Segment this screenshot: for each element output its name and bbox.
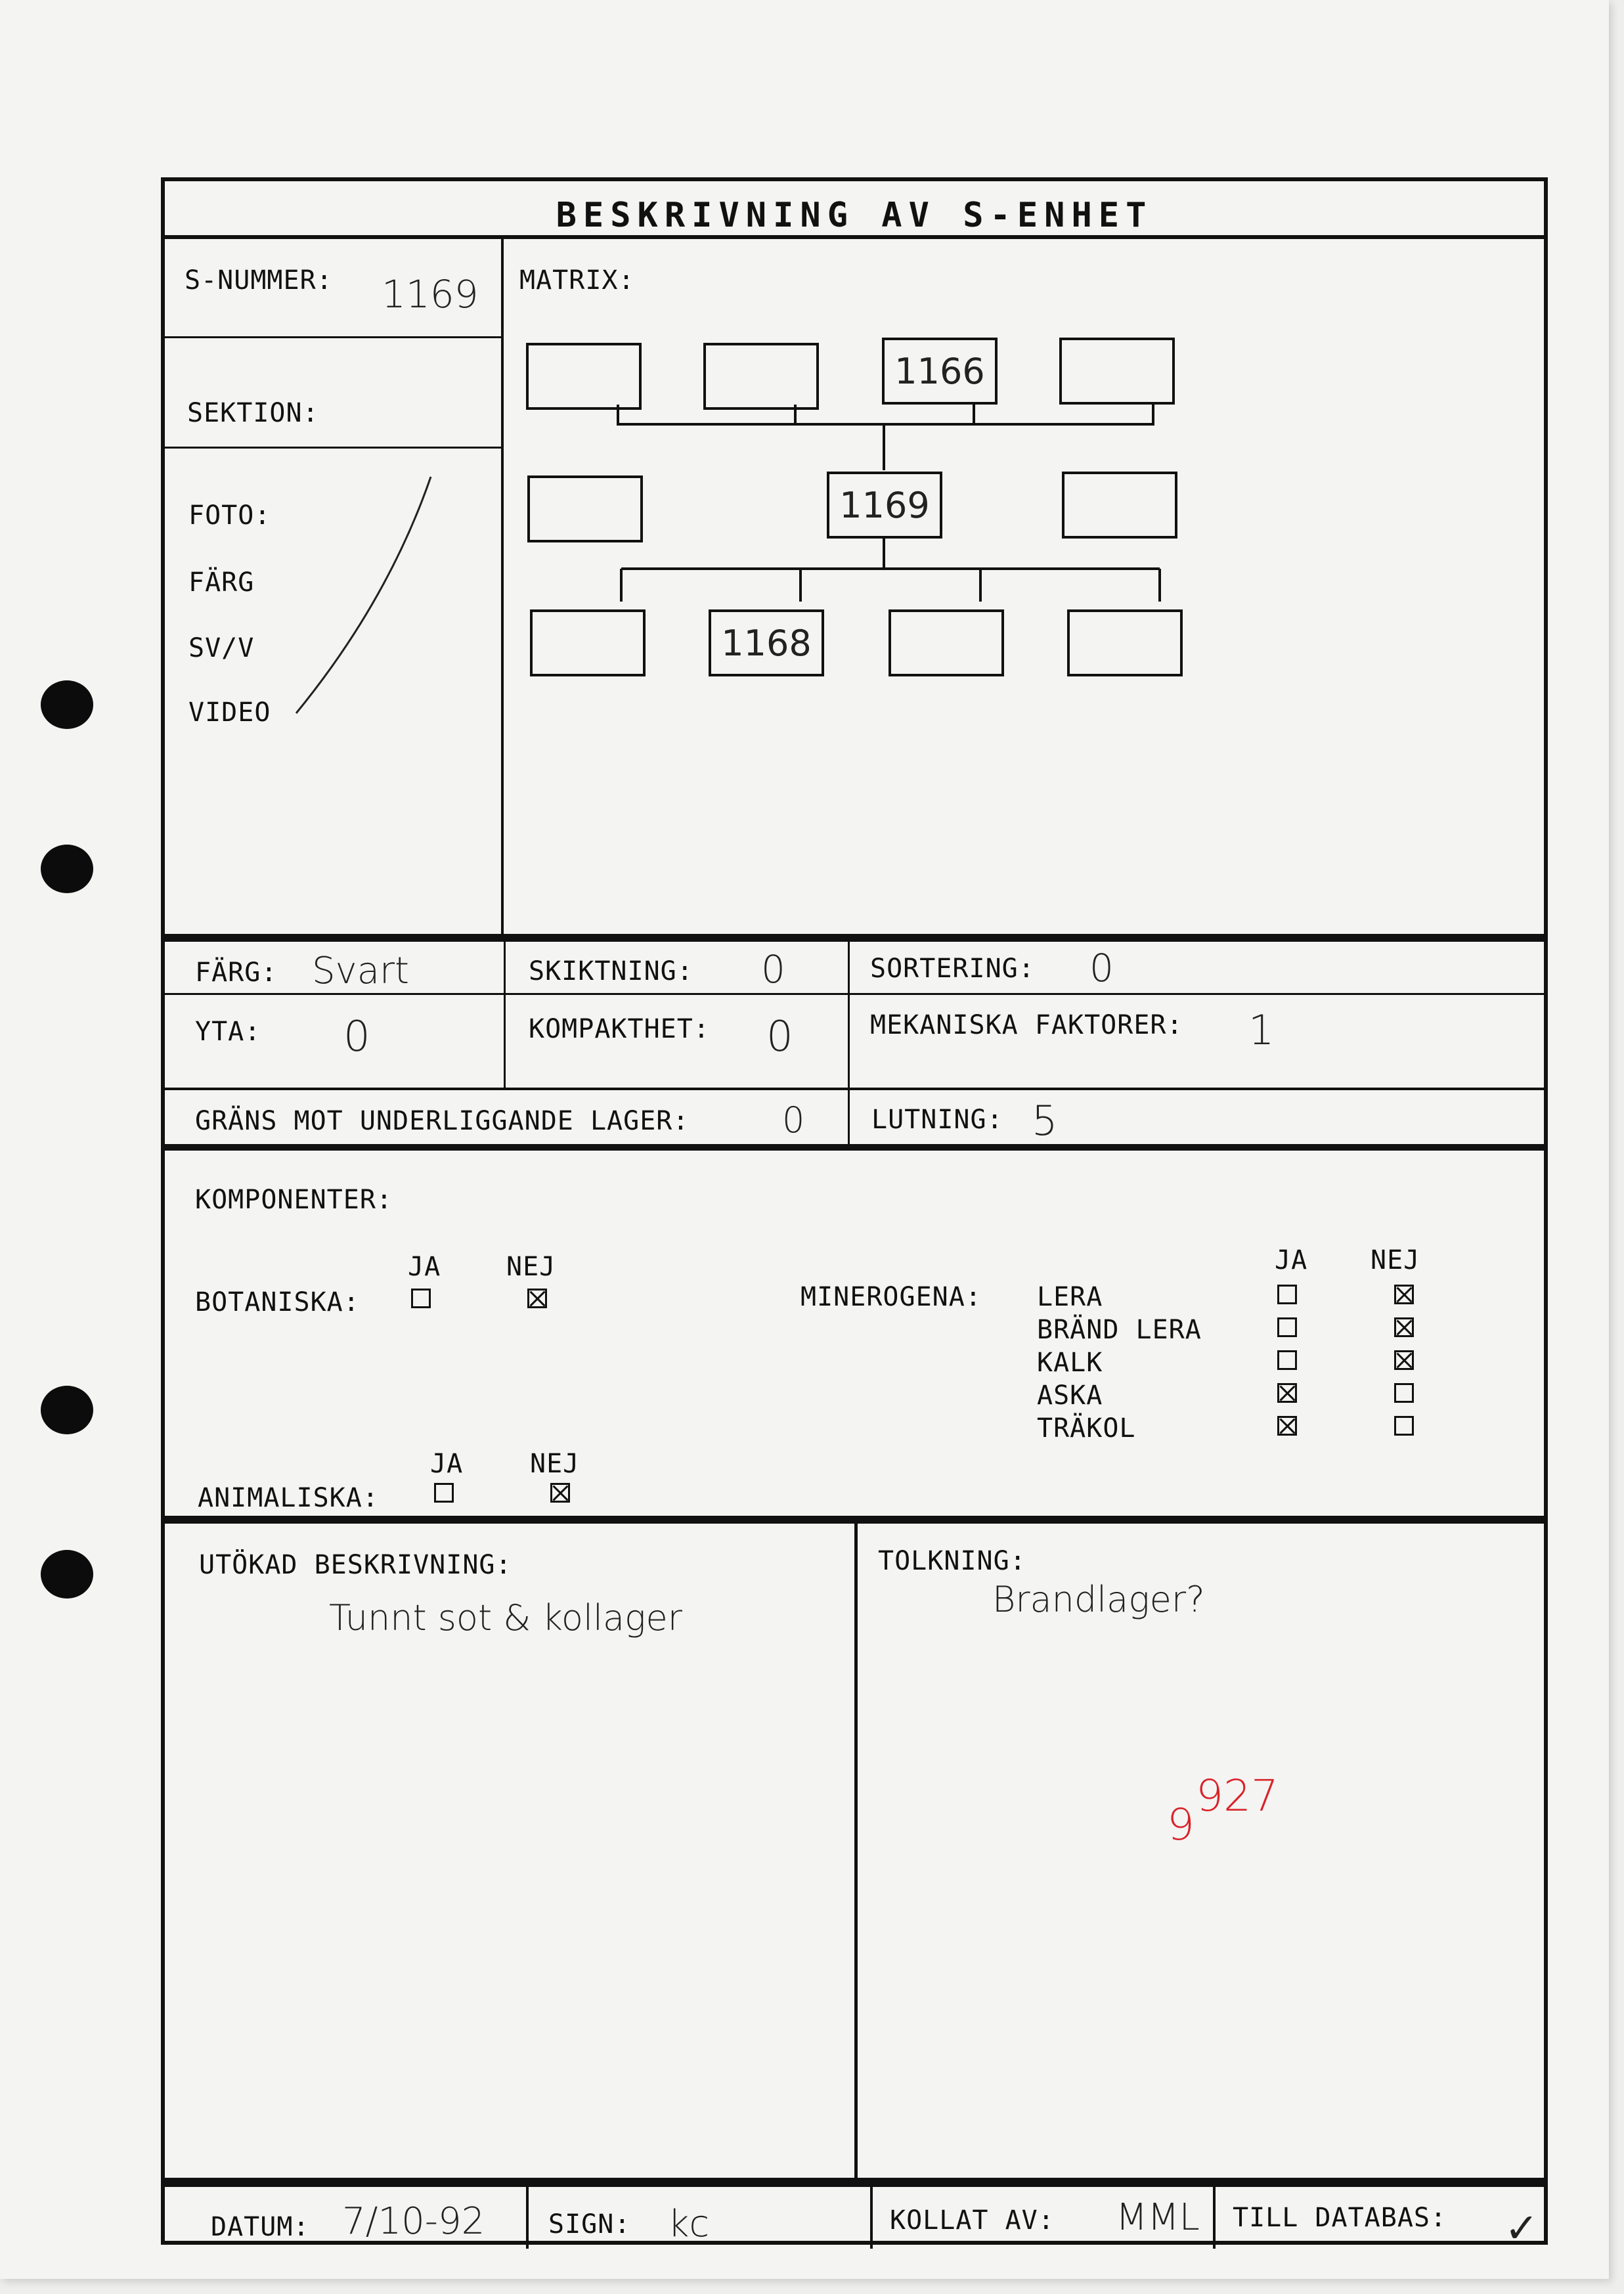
skiktning-value[interactable]: 0	[761, 947, 785, 992]
minerogena-brand-lera-nej-checkbox[interactable]	[1394, 1317, 1414, 1337]
utokad-label: UTÖKAD BESKRIVNING:	[199, 1550, 512, 1580]
punch-hole	[41, 1550, 93, 1599]
s-nummer-value[interactable]: 1169	[382, 272, 479, 317]
matrix-box-bot-4[interactable]	[1067, 609, 1183, 676]
divider	[165, 934, 1544, 942]
minerogena-trakol-ja-checkbox[interactable]	[1277, 1416, 1297, 1436]
divider	[870, 2187, 873, 2249]
divider	[165, 235, 1544, 239]
minerogena-kalk-ja-checkbox[interactable]	[1277, 1350, 1297, 1370]
animaliska-ja-header: JA	[430, 1449, 464, 1479]
divider	[165, 336, 501, 338]
datum-label: DATUM:	[211, 2212, 310, 2242]
divider	[526, 2187, 529, 2249]
matrix-box-mid-3[interactable]	[1062, 472, 1177, 539]
matrix-box-top-4[interactable]	[1059, 338, 1175, 405]
minerogena-trakol-nej-checkbox[interactable]	[1394, 1416, 1414, 1436]
s-nummer-label: S-NUMMER:	[185, 265, 333, 296]
botaniska-ja-checkbox[interactable]	[411, 1289, 431, 1308]
matrix-box-top-1[interactable]	[526, 343, 642, 410]
minerogena-label: MINEROGENA:	[801, 1282, 982, 1312]
matrix-box-bot-3[interactable]	[889, 609, 1004, 676]
sign-label: SIGN:	[548, 2209, 631, 2239]
minerogena-aska-ja-checkbox[interactable]	[1277, 1383, 1297, 1403]
divider	[504, 942, 506, 1088]
matrix-label: MATRIX:	[519, 265, 635, 296]
tolkning-value[interactable]: Brandlager?	[992, 1579, 1205, 1620]
botaniska-nej-checkbox[interactable]	[527, 1289, 547, 1308]
minerogena-brand-lera-label: BRÄND LERA	[1037, 1315, 1202, 1345]
animaliska-ja-checkbox[interactable]	[434, 1483, 454, 1503]
matrix-box-top-3[interactable]: 1166	[882, 338, 998, 405]
minerogena-ja-header: JA	[1275, 1245, 1308, 1275]
minerogena-lera-nej-checkbox[interactable]	[1394, 1285, 1414, 1304]
foto-farg-label: FÄRG	[188, 567, 255, 598]
foto-strike-line	[283, 470, 441, 720]
farg-value[interactable]: Svart	[312, 950, 409, 992]
minerogena-brand-lera-ja-checkbox[interactable]	[1277, 1317, 1297, 1337]
tolkning-label: TOLKNING:	[878, 1546, 1026, 1576]
animaliska-label: ANIMALISKA:	[198, 1483, 379, 1513]
lutning-label: LUTNING:	[871, 1105, 1003, 1135]
matrix-box-top-2[interactable]	[703, 343, 819, 410]
komponenter-label: KOMPONENTER:	[195, 1185, 393, 1215]
matrix-box-mid-1[interactable]	[527, 475, 643, 542]
mekaniska-label: MEKANISKA FAKTORER:	[870, 1010, 1183, 1040]
minerogena-trakol-label: TRÄKOL	[1037, 1413, 1136, 1444]
divider	[165, 447, 501, 449]
foto-label: FOTO:	[188, 500, 271, 531]
yta-value[interactable]: 0	[343, 1013, 370, 1061]
minerogena-aska-nej-checkbox[interactable]	[1394, 1383, 1414, 1403]
animaliska-nej-header: NEJ	[530, 1449, 580, 1479]
kompakthet-value[interactable]: 0	[766, 1013, 793, 1061]
botaniska-nej-header: NEJ	[506, 1252, 556, 1282]
punch-hole	[41, 680, 93, 729]
sortering-label: SORTERING:	[870, 954, 1035, 984]
botaniska-ja-header: JA	[408, 1252, 441, 1282]
matrix-box-bot-1[interactable]	[530, 609, 646, 676]
grans-label: GRÄNS MOT UNDERLIGGANDE LAGER:	[195, 1106, 690, 1136]
divider	[165, 2178, 1544, 2187]
minerogena-kalk-label: KALK	[1037, 1348, 1103, 1378]
till-databas-label: TILL DATABAS:	[1233, 2203, 1447, 2233]
divider	[165, 1088, 1544, 1090]
divider	[165, 1516, 1544, 1524]
punch-hole	[41, 845, 93, 893]
divider	[1213, 2187, 1216, 2249]
kompakthet-label: KOMPAKTHET:	[529, 1014, 710, 1044]
matrix-connectors	[519, 313, 1531, 891]
form-title: BESKRIVNING AV S-ENHET	[556, 196, 1153, 235]
minerogena-aska-label: ASKA	[1037, 1380, 1103, 1411]
divider	[165, 993, 1544, 995]
s-enhet-form	[161, 177, 1548, 2252]
lutning-value[interactable]: 5	[1032, 1097, 1058, 1145]
yta-label: YTA:	[195, 1017, 261, 1047]
farg-label: FÄRG:	[195, 958, 278, 988]
sv-v-label: SV/V	[188, 633, 255, 663]
minerogena-kalk-nej-checkbox[interactable]	[1394, 1350, 1414, 1370]
minerogena-nej-header: NEJ	[1371, 1245, 1420, 1275]
mekaniska-value[interactable]: 1	[1248, 1006, 1275, 1054]
kollat-label: KOLLAT AV:	[890, 2205, 1055, 2236]
sektion-label: SEKTION:	[187, 398, 319, 428]
botaniska-label: BOTANISKA:	[195, 1287, 360, 1317]
sortering-value[interactable]: 0	[1089, 946, 1114, 990]
punch-hole	[41, 1386, 93, 1434]
video-label: VIDEO	[188, 697, 271, 728]
utokad-value[interactable]: Tunnt sot & kollager	[329, 1597, 682, 1639]
datum-value[interactable]: 7/10-92	[342, 2200, 485, 2243]
skiktning-label: SKIKTNING:	[529, 956, 693, 986]
red-number: 927	[1196, 1771, 1279, 1821]
matrix-box-mid-2[interactable]: 1169	[827, 472, 942, 539]
divider	[165, 1144, 1544, 1151]
grans-value[interactable]: 0	[782, 1099, 805, 1141]
divider	[848, 942, 850, 1144]
minerogena-lera-label: LERA	[1037, 1282, 1103, 1312]
till-databas-value[interactable]: ✓	[1504, 2204, 1539, 2252]
minerogena-lera-ja-checkbox[interactable]	[1277, 1285, 1297, 1304]
divider	[501, 239, 504, 942]
kollat-value[interactable]: MML	[1116, 2196, 1200, 2239]
sign-value[interactable]: kc	[668, 2203, 710, 2245]
divider	[854, 1524, 858, 2180]
matrix-box-bot-2[interactable]: 1168	[709, 609, 824, 676]
red-number-digit: 9	[1167, 1799, 1195, 1850]
animaliska-nej-checkbox[interactable]	[550, 1483, 570, 1503]
